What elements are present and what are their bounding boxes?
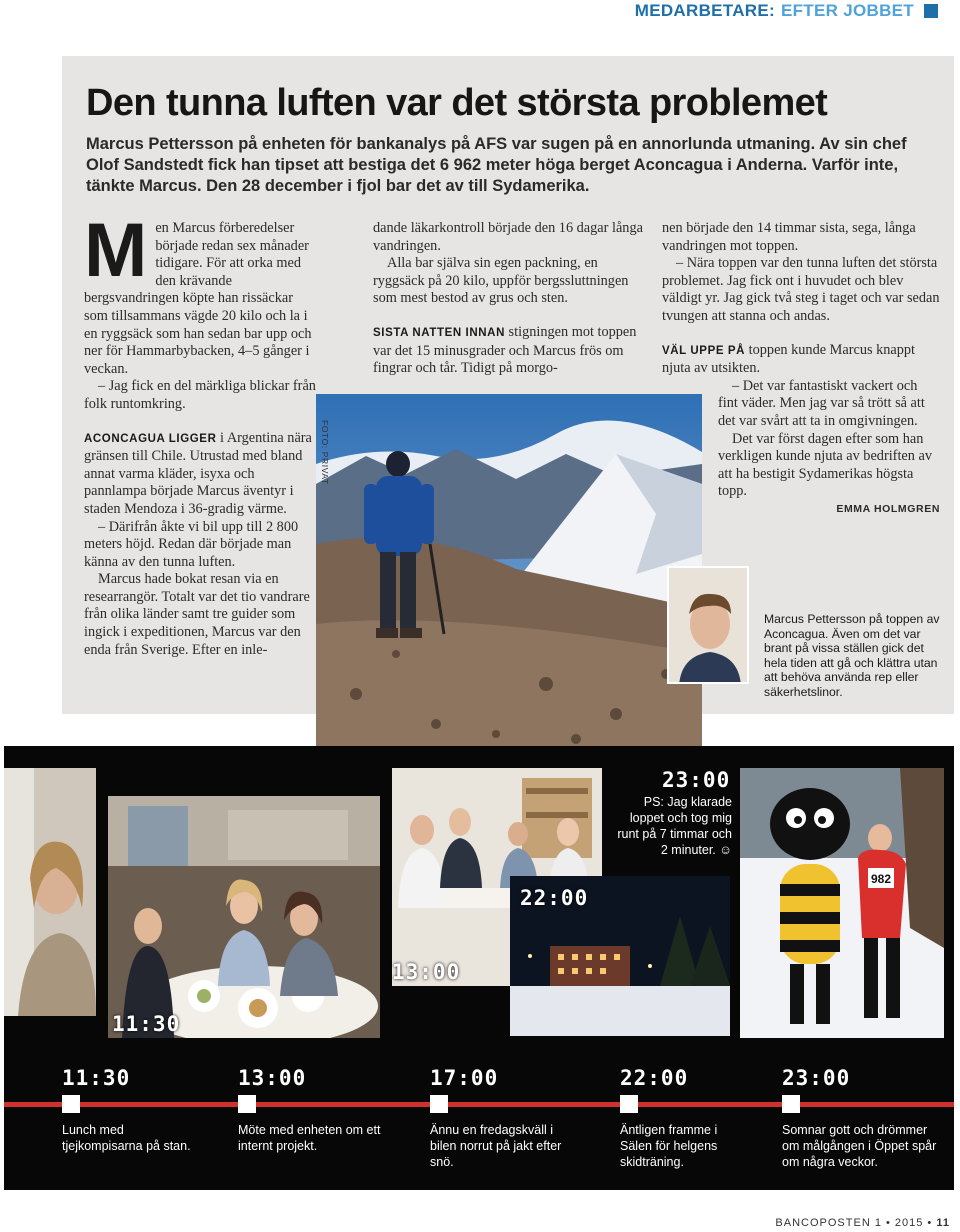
- article-lead: Marcus Pettersson på enheten för bankanalys på AFS var sugen på en annorlunda utmaning. Av sin chef Olof Sandstedt fick han tipset att bestiga det 6 962 meter höga berget Aconcagua i Anderna. Varför inte, tänkte Marcus. Den 28 december i fjol bar det av till Sydamerika.: [86, 135, 907, 195]
- photo-time-tag: 13:00: [392, 960, 461, 984]
- body-paragraph: – Därifrån åkte vi bil upp till 2 800 meters höjd. Redan där började man känna av den tunna luften.: [84, 518, 299, 570]
- body-paragraph: – Nära toppen var den tunna luften det största problemet. Jag fick ont i huvudet och blev väldigt yr. Jag gick två steg i taget och var sedan tvungen att stanna och andas.: [662, 255, 940, 324]
- timeline-time: 17:00: [430, 1066, 499, 1090]
- body-column-1: [84, 208, 316, 659]
- timeline-line: [4, 1102, 954, 1107]
- office-photo: [4, 768, 96, 1016]
- ps-time-tag: 23:00: [662, 768, 731, 792]
- body-paragraph: toppen kunde Marcus knappt njuta av utsikten.: [662, 341, 916, 377]
- publication-name: BANCOPOSTEN 1 • 2015 •: [775, 1217, 933, 1229]
- summit-photo: [316, 394, 702, 750]
- photo-caption: Marcus Pettersson på toppen av Aconcagua. Även om det var brant på vissa ställen gick det hela tiden att gå och klättra utan att behöva använda rep eller säkerhetslinor.: [764, 612, 940, 699]
- timeline-panel: [4, 746, 954, 1190]
- section-label-primary: MEDARBETARE:: [634, 1, 775, 20]
- section-label-secondary: EFTER JOBBET: [780, 1, 914, 20]
- timeline-time: 13:00: [238, 1066, 307, 1090]
- timeline-text: Lunch med tjejkompisarna på stan.: [62, 1123, 191, 1153]
- lunch-photo: [108, 796, 380, 1038]
- timeline-marker: [620, 1095, 638, 1113]
- body-paragraph: en Marcus förberedelser började redan sex månader tidigare. För att orka med den krävande bergsvandringen köpte han rissäckar som tillsammans vägde 20 kilo och la i en ryggsäck som han sedan bar upp och ner för Hammarbybacken, 4–5 gånger i veckan.: [84, 220, 312, 377]
- paragraph-kicker: ACONCAGUA LIGGER: [84, 432, 217, 445]
- timeline-marker: [430, 1095, 448, 1113]
- timeline-text: Somnar gott och drömmer om målgången i Öppet spår om några veckor.: [782, 1123, 937, 1169]
- body-column-3: [662, 220, 940, 519]
- body-paragraph: nen började den 14 timmar sista, sega, långa vandringen mot toppen.: [662, 220, 916, 254]
- body-paragraph: stigningen mot toppen var det 15 minusgrader och Marcus frös om fingrar och tår. Tidigt på morgo-: [373, 323, 637, 377]
- body-paragraph: i Argentina nära gränsen till Chile. Utrustad med bland annat varma kläder, isyxa och pannlampa började Marcus äventyr i staden Mendoza i 36-gradig värme.: [84, 429, 312, 517]
- photo-time-tag: 11:30: [112, 1012, 181, 1036]
- portrait-photo: [667, 566, 749, 684]
- timeline-marker: [238, 1095, 256, 1113]
- timeline-text: Ännu en fredagskväll i bilen norrut på jakt efter snö.: [430, 1123, 562, 1169]
- photo-credit: FOTO: PRIVAT: [320, 420, 330, 485]
- page-number: 11: [936, 1217, 950, 1229]
- body-column-2: [373, 220, 645, 378]
- race-photo: [740, 768, 944, 1038]
- timeline-marker: [782, 1095, 800, 1113]
- body-paragraph: dande läkarkontroll började den 16 dagar långa vandringen.: [373, 220, 643, 254]
- headline: Den tunna luften var det största problemet: [86, 82, 828, 124]
- body-paragraph: – Det var fantastiskt vackert och fint väder. Men jag var så trött så att det var svårt att ta in omgivningen.: [718, 377, 925, 429]
- photo-time-tag: 22:00: [520, 886, 589, 910]
- timeline-text: Äntligen framme i Sälen för helgens skidträning.: [620, 1123, 718, 1169]
- timeline-text: Möte med enheten om ett internt projekt.: [238, 1123, 381, 1153]
- timeline-time: 22:00: [620, 1066, 689, 1090]
- timeline-marker: [62, 1095, 80, 1113]
- byline: EMMA HOLMGREN: [836, 502, 940, 515]
- timeline-time: 23:00: [782, 1066, 851, 1090]
- paragraph-kicker: VÄL UPPE PÅ: [662, 344, 746, 357]
- race-bib-number: 982: [870, 872, 892, 886]
- page-footer: [775, 1217, 950, 1229]
- article-box: [62, 56, 954, 714]
- timeline-time: 11:30: [62, 1066, 131, 1090]
- body-paragraph: – Jag fick en del märkliga blickar från folk runtomkring.: [84, 378, 316, 412]
- section-label: [635, 0, 938, 22]
- ps-note: PS: Jag klarade loppet och tog mig runt på 7 timmar och 2 minuter. ☺: [617, 795, 732, 857]
- body-paragraph: Alla bar själva sin egen packning, en ryggsäck på 20 kilo, uppför bergssluttningen som mest bestod av grus och sten.: [373, 255, 629, 307]
- body-paragraph: Det var först dagen efter som han verkligen kunde njuta av bedriften av att ha bestigit Sydamerikas högsta topp.: [718, 430, 932, 500]
- body-paragraph: Marcus hade bokat resan via en researrangör. Totalt var det tio vandrare från olika länder samt tre guider som ingick i expeditionen, Marcus var den enda från Sverige. Efter en inle-: [84, 571, 310, 658]
- drop-cap: M: [84, 208, 148, 293]
- paragraph-kicker: SISTA NATTEN INNAN: [373, 326, 505, 339]
- square-icon: [924, 4, 938, 18]
